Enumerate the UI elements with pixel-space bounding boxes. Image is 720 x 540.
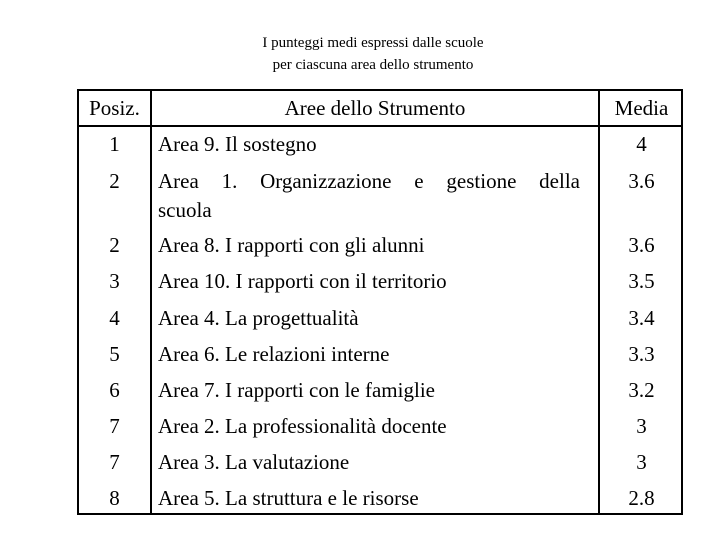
row-position: 6 xyxy=(109,378,120,402)
row-area: Area 6. Le relazioni interne xyxy=(158,342,390,366)
row-area: Area 4. La progettualità xyxy=(158,306,359,330)
row-position: 5 xyxy=(109,342,120,366)
row-position: 2 xyxy=(109,169,120,193)
row-area xyxy=(158,167,580,196)
row-position: 7 xyxy=(109,414,120,438)
row-mean: 4 xyxy=(636,132,647,156)
row-position: 8 xyxy=(109,486,120,510)
row-mean: 3.6 xyxy=(628,169,655,193)
row-mean: 3 xyxy=(636,450,647,474)
row-mean: 2.8 xyxy=(628,486,655,510)
row-position: 3 xyxy=(109,269,120,293)
header-position: Posiz. xyxy=(89,96,140,120)
row-mean: 3.2 xyxy=(628,378,655,402)
header-area: Aree dello Strumento xyxy=(284,96,466,120)
row-position: 2 xyxy=(109,233,120,257)
row-mean: 3.5 xyxy=(628,269,655,293)
row-mean: 3.4 xyxy=(628,306,655,330)
table-title-line-1: I punteggi medi espressi dalle scuole xyxy=(262,35,484,51)
header-divider xyxy=(79,125,681,127)
row-mean: 3 xyxy=(636,414,647,438)
scores-table xyxy=(77,89,683,515)
table-title-line-2: per ciascuna area dello strumento xyxy=(272,57,474,73)
row-area: Area 7. I rapporti con le famiglie xyxy=(158,378,435,402)
row-area: Area 10. I rapporti con il territorio xyxy=(158,269,447,293)
row-area: Area 5. La struttura e le risorse xyxy=(158,486,419,510)
row-position: 1 xyxy=(109,132,120,156)
row-area: Area 2. La professionalità docente xyxy=(158,414,447,438)
row-area-line-1: Area 1. Organizzazione e gestione della xyxy=(158,169,580,193)
row-area: Area 8. I rapporti con gli alunni xyxy=(158,233,425,257)
row-position: 4 xyxy=(109,306,120,330)
row-area: Area 3. La valutazione xyxy=(158,450,350,474)
row-area-continuation: scuola xyxy=(158,198,212,222)
row-mean: 3.3 xyxy=(628,342,655,366)
row-area: Area 9. Il sostegno xyxy=(158,132,317,156)
column-divider xyxy=(150,91,152,513)
row-position: 7 xyxy=(109,450,120,474)
row-mean: 3.6 xyxy=(628,233,655,257)
header-mean: Media xyxy=(614,96,669,120)
